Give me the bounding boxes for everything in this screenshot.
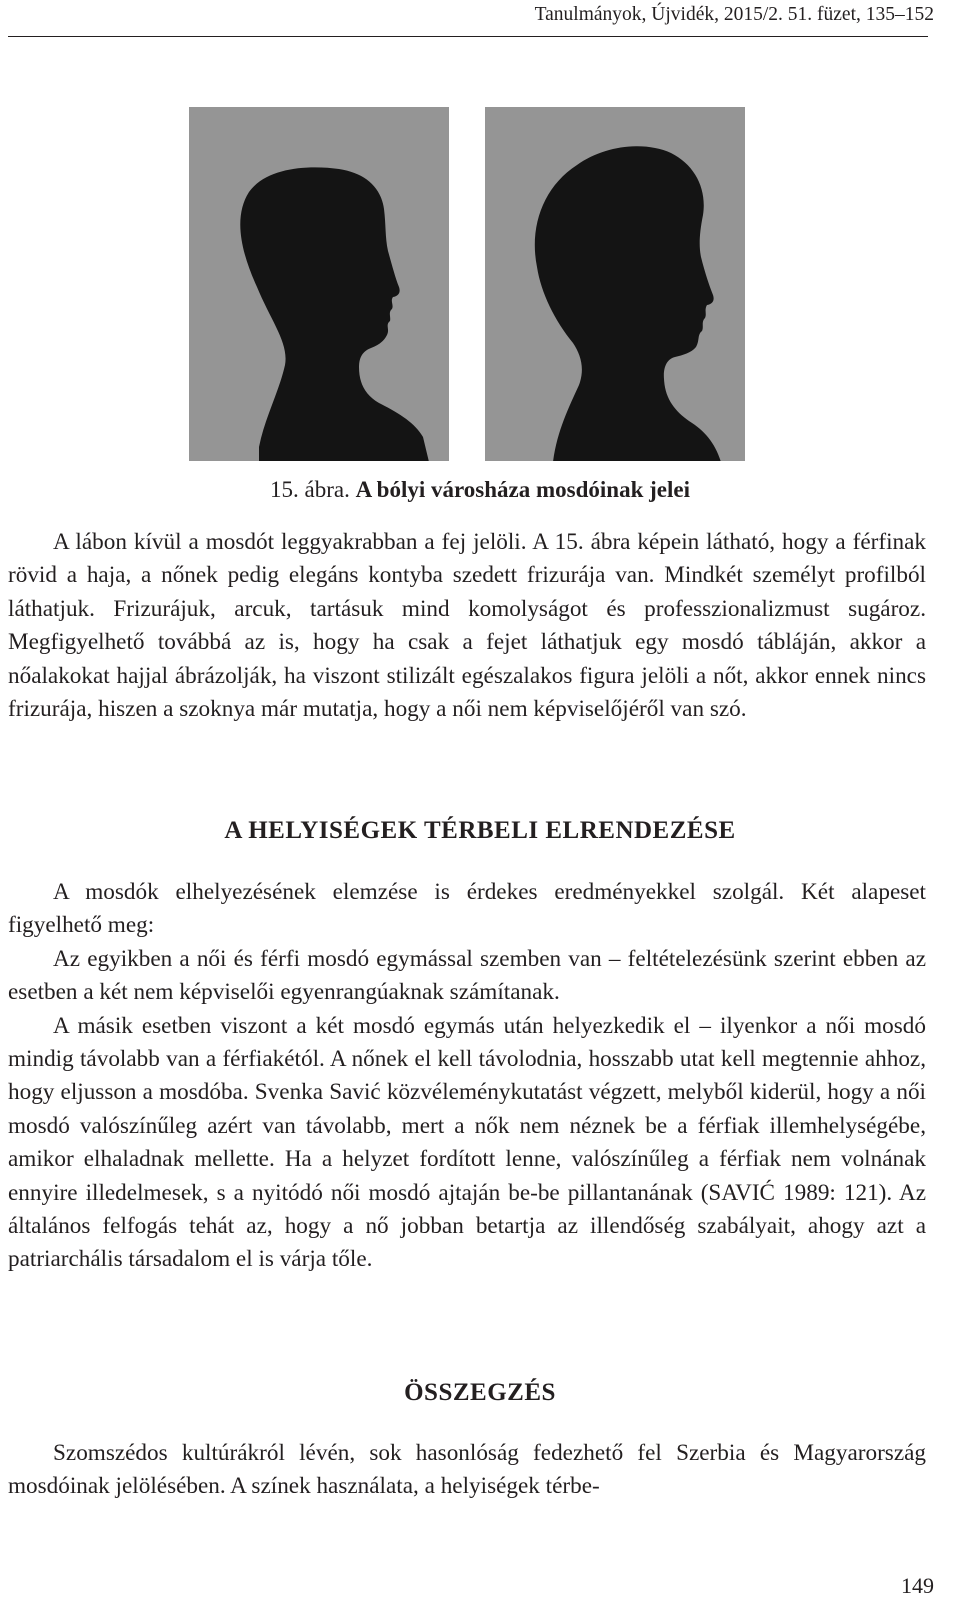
paragraph: A másik esetben viszont a két mosdó egymás után helyezkedik el – ilyenkor a női mosdó mindig távolabb van a férfiakétól. A nőnek el kell távolodnia, hosszabb utat kell megtennie ahhoz, hogy eljusson a mosdóba. Svenka Savić közvéleménykutatást végzett, melyből kiderül, hogy a női mosdó valószínűleg azért van távolabb, mert a nők nem néznek be a férfiak illemhelységébe, amikor elhaladnak mellette. Ha a helyzet fordított lenne, valószínűleg a férfiak nem volnának ennyire illedelmesek, s a nyitódó női mosdó ajtaján be-be pillantanának (SAVIĆ 1989: 121). Az általános felfogás tehát az, hogy a nő jobban betartja az illendőség szabályait, ahogy azt a patriarchális társadalom el is várja tőle. — [8, 1012, 926, 1273]
female-silhouette-image — [485, 107, 745, 461]
figure-caption-title: A bólyi városháza mosdóinak jelei — [355, 477, 690, 502]
running-header: Tanulmányok, Újvidék, 2015/2. 51. füzet, 135–152 — [534, 4, 934, 25]
paragraph: A lábon kívül a mosdót leggyakrabban a fej jelöli. A 15. ábra képein látható, hogy a férfinak rövid a haja, a nőnek pedig elegáns kontyba szedett frizurája van. Mindkét személyt profilból láthatjuk. Frizurájuk, arcuk, tartásuk mind komolyságot és professzionalizmust sugároz. Megfigyelhető továbbá az is, hogy ha csak a fejet láthatjuk egy mosdó tábláján, akkor a nőalakokat hajjal ábrázolják, ha viszont stilizált egészalakos figura jelöli a nőt, akkor ennek nincs frizurája, hiszen a szoknya már mutatja, hogy a női nem képviselőjéről van szó. — [8, 529, 926, 723]
figure-caption — [0, 477, 960, 503]
figure-caption-number: 15. ábra. — [270, 477, 350, 502]
male-silhouette-icon — [189, 107, 449, 461]
male-silhouette-image — [189, 107, 449, 461]
section-1-body — [8, 526, 926, 726]
page-number: 149 — [901, 1573, 934, 1598]
paragraph: Szomszédos kultúrákról lévén, sok hasonlóság fedezhető fel Szerbia és Magyarország mosdóinak jelölésében. A színek használata, a helyiségek térbe- — [8, 1440, 926, 1500]
section-2-body — [8, 876, 926, 1277]
section-heading-summary: ÖSSZEGZÉS — [404, 1379, 556, 1406]
female-silhouette-icon — [485, 107, 745, 461]
paragraph: Az egyikben a női és férfi mosdó egymással szemben van – feltételezésünk szerint ebben az esetben a két nem képviselői egyenrangúaknak számítanak. — [8, 945, 926, 1006]
header-rule — [8, 36, 928, 37]
section-heading-spatial: A HELYISÉGEK TÉRBELI ELRENDEZÉSE — [224, 817, 736, 844]
paragraph: A mosdók elhelyezésének elemzése is érdekes eredményekkel szolgál. Két alapeset figyelhető meg: — [8, 879, 926, 939]
section-3-body — [8, 1437, 926, 1504]
